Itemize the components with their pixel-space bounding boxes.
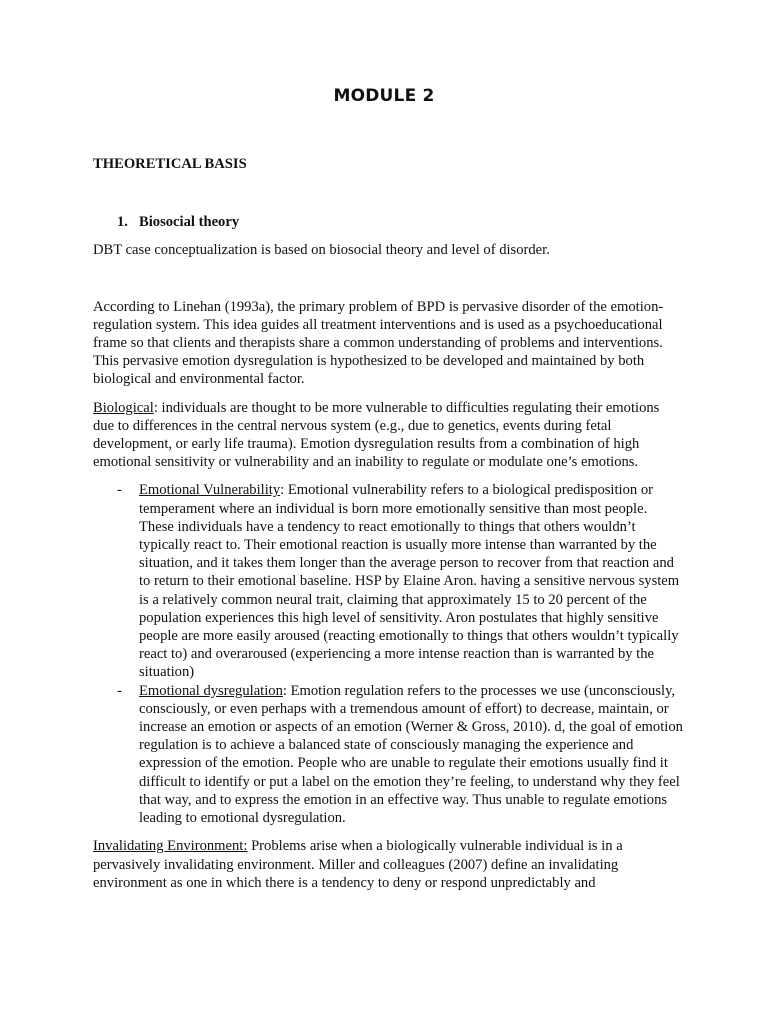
numbered-heading-title: Biosocial theory <box>139 214 240 231</box>
numbered-heading-number: 1. <box>117 214 128 231</box>
module-title: MODULE 2 <box>333 86 435 106</box>
section-heading: THEORETICAL BASIS <box>93 156 247 172</box>
bullet-text: : Emotional vulnerability refers to a biological predisposition or temperament where an individual is born more emotionally sensitive than most people. These individuals have a tendency to react emotionally to things that others wouldn’t typically react to. Their emotional reaction is usually more intense than warranted by the situation, and it takes them longer than the average person to recover from that reaction and to return to their emotional baseline. HSP by Elaine Aron. having a sensitive nervous system is a relatively common neural trait, claiming that approximately 15 to 20 percent of the population experiences this high level of sensitivity. Aron postulates that highly sensitive people are more easily aroused (reacting emotionally to things that others wouldn’t typically react to) and overaroused (experiencing a more intense reaction than is warranted by the situation) <box>139 482 680 681</box>
bullet-list <box>93 481 683 827</box>
invalidating-paragraph <box>93 837 683 892</box>
biological-paragraph <box>93 399 683 472</box>
biological-text: : individuals are thought to be more vulnerable to difficulties regulating their emotions due to differences in the central nervous system (e.g., due to genetics, events during fetal development, or early life trauma). Emotion dysregulation results from a combination of high emotional sensitivity or vulnerability and an inability to regulate or modulate one’s emotions. <box>93 399 660 471</box>
linehan-paragraph: According to Linehan (1993a), the primary problem of BPD is pervasive disorder of the emotion-regulation system. This idea guides all treatment interventions and is used as a psychoeducational frame so that clients and therapists share a common understanding of problems and interventions. This pervasive emotion dysregulation is hypothesized to be developed and maintained by both biological and environmental factor. <box>93 298 664 388</box>
bullet-dash: - <box>117 482 122 499</box>
bullet-text: : Emotion regulation refers to the processes we use (unconsciously, consciously, or even perhaps with a tremendous amount of effort) to decrease, maintain, or increase an emotion or aspects of an emotion (Werner & Gross, 2010). d, the goal of emotion regulation is to achieve a balanced state of consciously managing the experience and expression of the emotion. People who are unable to regulate their emotions usually find it difficult to identify or put a label on the emotion they’re feeling, to understand why they feel that way, and to express the emotion in an effective way. Thus unable to regulate emotions leading to emotional dysregulation. <box>139 682 683 827</box>
numbered-heading <box>117 213 683 231</box>
biological-label: Biological <box>93 399 154 416</box>
list-item <box>93 682 683 828</box>
bullet-dash: - <box>117 682 122 699</box>
invalidating-label: Invalidating Environment: <box>93 838 248 855</box>
intro-paragraph: DBT case conceptualization is based on biosocial theory and level of disorder. <box>93 242 550 259</box>
bullet-label: Emotional Vulnerability <box>139 482 281 499</box>
bullet-label: Emotional dysregulation <box>139 682 283 699</box>
list-item <box>93 481 683 681</box>
document-body <box>93 155 683 892</box>
invalidating-text: Problems arise when a biologically vulnerable individual is in a pervasively invalidating environment. Miller and colleagues (2007) define an invalidating environment as one in which there is a tendency to deny or respond unpredictably and <box>93 838 623 891</box>
